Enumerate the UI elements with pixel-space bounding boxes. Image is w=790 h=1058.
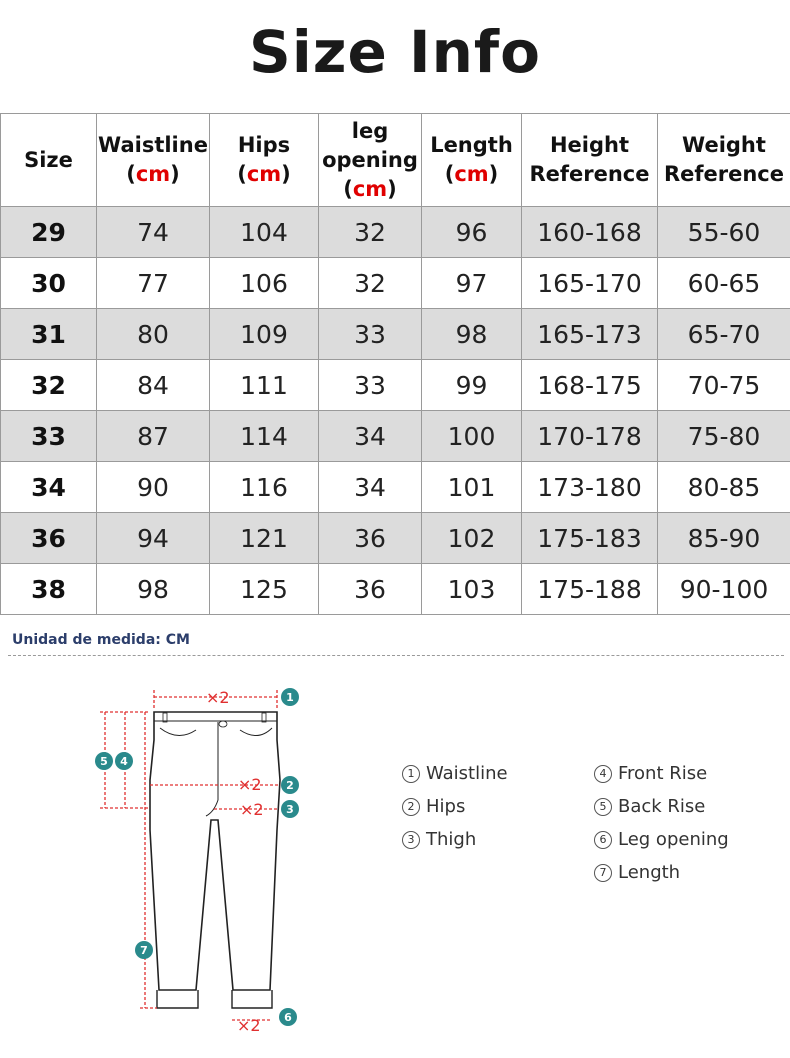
size-cell: 32 [1, 360, 97, 411]
legend-right [594, 757, 729, 889]
times-two-label: ×2 [206, 688, 230, 707]
marker-1 [281, 688, 299, 706]
svg-text:2: 2 [286, 779, 294, 792]
table-row [1, 462, 790, 513]
measurement-unit-note: Unidad de medida: CM [12, 632, 190, 648]
table-cell: 90 [97, 462, 210, 513]
size-cell: 29 [1, 207, 97, 258]
header-size: Size [1, 114, 97, 207]
times-two-label: ×2 [237, 1016, 261, 1035]
table-cell: 65-70 [658, 309, 790, 360]
table-cell: 84 [97, 360, 210, 411]
table-row [1, 309, 790, 360]
dashed-divider [8, 655, 784, 656]
page-title: Size Info [249, 18, 541, 86]
table-cell: 111 [210, 360, 319, 411]
table-cell: 165-170 [522, 258, 658, 309]
marker-3 [281, 800, 299, 818]
table-cell: 34 [319, 411, 422, 462]
legend-label: Back Rise [618, 796, 706, 817]
svg-text:6: 6 [284, 1011, 292, 1024]
table-cell: 170-178 [522, 411, 658, 462]
legend-item [594, 757, 729, 790]
table-cell: 104 [210, 207, 319, 258]
legend-label: Thigh [426, 829, 477, 850]
table-cell: 96 [422, 207, 522, 258]
table-cell: 114 [210, 411, 319, 462]
table-cell: 70-75 [658, 360, 790, 411]
table-cell: 102 [422, 513, 522, 564]
table-row [1, 258, 790, 309]
size-cell: 30 [1, 258, 97, 309]
marker-5 [95, 752, 113, 770]
table-cell: 74 [97, 207, 210, 258]
header-length: Length (cm) [422, 114, 522, 207]
table-cell: 165-173 [522, 309, 658, 360]
legend-item [594, 823, 729, 856]
legend-number-icon: 6 [594, 831, 612, 849]
table-cell: 34 [319, 462, 422, 513]
svg-text:1: 1 [286, 691, 294, 704]
header-weight-reference: Weight Reference [658, 114, 790, 207]
legend-item [402, 823, 508, 856]
table-row [1, 360, 790, 411]
table-row [1, 513, 790, 564]
table-cell: 33 [319, 360, 422, 411]
times-two-label: ×2 [238, 775, 262, 794]
table-cell: 36 [319, 513, 422, 564]
times-two-label: ×2 [240, 800, 264, 819]
table-cell: 90-100 [658, 564, 790, 615]
table-cell: 175-188 [522, 564, 658, 615]
header-height-reference: Height Reference [522, 114, 658, 207]
legend-item [402, 757, 508, 790]
marker-7 [135, 941, 153, 959]
times-two-labels [206, 688, 264, 1035]
size-cell: 33 [1, 411, 97, 462]
legend-left [402, 757, 508, 856]
table-cell: 80 [97, 309, 210, 360]
table-cell: 116 [210, 462, 319, 513]
svg-text:3: 3 [286, 803, 294, 816]
table-cell: 160-168 [522, 207, 658, 258]
table-cell: 173-180 [522, 462, 658, 513]
table-cell: 101 [422, 462, 522, 513]
legend-item [594, 856, 729, 889]
legend-label: Front Rise [618, 763, 708, 784]
header-hips: Hips (cm) [210, 114, 319, 207]
legend-number-icon: 7 [594, 864, 612, 882]
table-row [1, 564, 790, 615]
table-cell: 32 [319, 258, 422, 309]
table-cell: 60-65 [658, 258, 790, 309]
pants-outline [150, 712, 280, 1008]
size-cell: 36 [1, 513, 97, 564]
pants-measurement-diagram [0, 670, 320, 1050]
table-cell: 98 [97, 564, 210, 615]
table-cell: 77 [97, 258, 210, 309]
legend-label: Length [618, 862, 681, 883]
svg-text:4: 4 [120, 755, 128, 768]
marker-4 [115, 752, 133, 770]
table-cell: 100 [422, 411, 522, 462]
legend-number-icon: 1 [402, 765, 420, 783]
legend-item [594, 790, 729, 823]
measurement-lines [100, 690, 280, 1020]
table-cell: 75-80 [658, 411, 790, 462]
table-cell: 106 [210, 258, 319, 309]
legend-label: Leg opening [618, 829, 729, 850]
table-cell: 94 [97, 513, 210, 564]
header-leg-opening: leg opening (cm) [319, 114, 422, 207]
legend-number-icon: 4 [594, 765, 612, 783]
table-cell: 85-90 [658, 513, 790, 564]
legend-number-icon: 2 [402, 798, 420, 816]
table-cell: 36 [319, 564, 422, 615]
size-table [0, 113, 790, 615]
table-cell: 55-60 [658, 207, 790, 258]
table-cell: 33 [319, 309, 422, 360]
legend-number-icon: 5 [594, 798, 612, 816]
table-cell: 103 [422, 564, 522, 615]
size-cell: 34 [1, 462, 97, 513]
table-cell: 121 [210, 513, 319, 564]
table-cell: 87 [97, 411, 210, 462]
marker-6 [279, 1008, 297, 1026]
table-header-row [1, 114, 790, 207]
table-cell: 80-85 [658, 462, 790, 513]
table-cell: 99 [422, 360, 522, 411]
legend-label: Waistline [426, 763, 508, 784]
table-cell: 98 [422, 309, 522, 360]
size-cell: 31 [1, 309, 97, 360]
table-row [1, 207, 790, 258]
legend-item [402, 790, 508, 823]
table-cell: 109 [210, 309, 319, 360]
svg-text:7: 7 [140, 944, 148, 957]
table-cell: 32 [319, 207, 422, 258]
table-row [1, 411, 790, 462]
legend-label: Hips [426, 796, 466, 817]
table-cell: 168-175 [522, 360, 658, 411]
marker-2 [281, 776, 299, 794]
table-cell: 175-183 [522, 513, 658, 564]
header-waistline: Waistline (cm) [97, 114, 210, 207]
svg-text:5: 5 [100, 755, 108, 768]
size-cell: 38 [1, 564, 97, 615]
legend-number-icon: 3 [402, 831, 420, 849]
table-cell: 125 [210, 564, 319, 615]
table-cell: 97 [422, 258, 522, 309]
